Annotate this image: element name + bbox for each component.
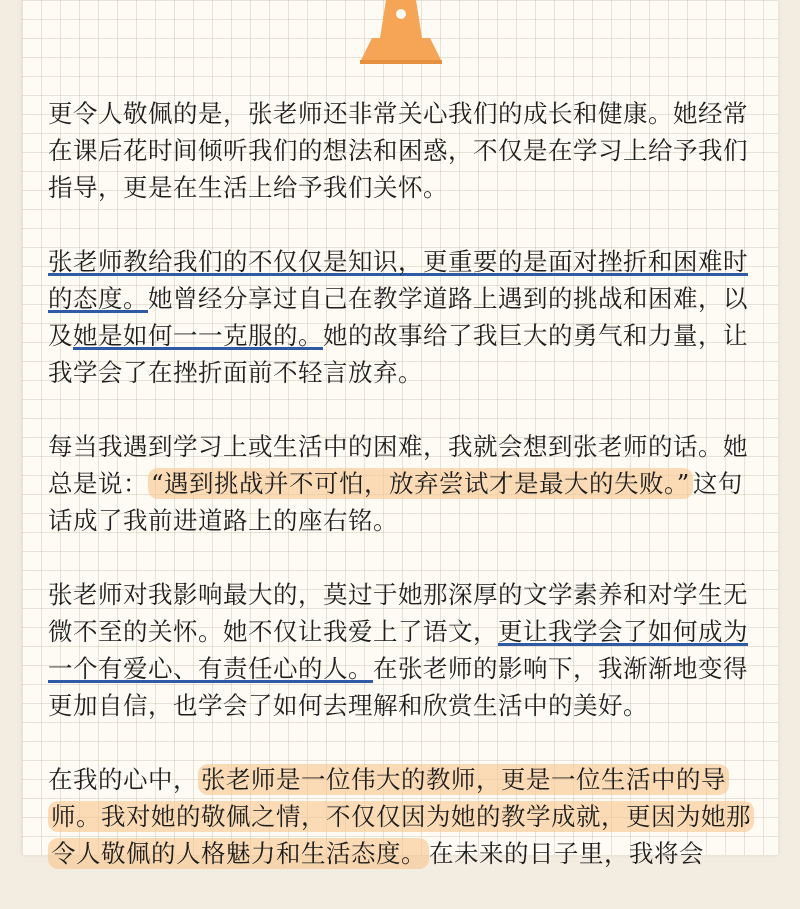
- paragraph-text: 这句话成了我前进道路上的座右铭。: [48, 469, 743, 535]
- highlighted-text: “遇到挑战并不可怕，放弃尝试才是最大的失败。”: [148, 468, 693, 499]
- underlined-text: 她是如何一一克服的。: [73, 321, 323, 350]
- paragraph-text: 在未来的日子里，我将会: [429, 839, 704, 868]
- paragraph-text: 她的故事给了我巨大的勇气和力量，让我学会了在挫折面前不轻言放弃。: [48, 321, 748, 387]
- underlined-text: 张老师教给我们的不仅仅是知识，更重要的是面对挫折和困难时的态度。: [48, 247, 748, 313]
- paragraph: [48, 95, 760, 206]
- paragraph-text: 在张老师的影响下，我渐渐地变得更加自信，也学会了如何去理解和欣赏生活中的美好。: [48, 654, 748, 720]
- paragraph: [48, 428, 760, 539]
- paragraph: [48, 243, 760, 391]
- paragraph-text: 张老师对我影响最大的，莫过于她那深厚的文学素养和对学生无微不至的关怀。她不仅让我爱上了语文，: [48, 580, 748, 646]
- paragraph-text: 每当我遇到学习上或生活中的困难，我就会想到张老师的话。她总是说：: [48, 432, 748, 498]
- paragraph-text: 在我的心中，: [48, 765, 198, 794]
- article-body: [48, 95, 760, 909]
- underlined-text: 更让我学会了如何成为一个有爱心、有责任心的人。: [48, 617, 748, 683]
- paragraph: [48, 761, 760, 872]
- paragraph-text: 她曾经分享过自己在教学道路上遇到的挑战和困难，以及: [48, 284, 748, 350]
- paragraph-text: 更令人敬佩的是，张老师还非常关心我们的成长和健康。她经常在课后花时间倾听我们的想法和困惑，不仅是在学习上给予我们指导，更是在生活上给予我们关怀。: [48, 99, 748, 202]
- binder-clip-icon: [342, 0, 460, 70]
- paragraph: [48, 576, 760, 724]
- highlighted-text: 张老师是一位伟大的教师，更是一位生活中的导师。我对她的敬佩之情，不仅仅因为她的教学成就，更因为她那令人敬佩的人格魅力和生活态度。: [48, 764, 754, 869]
